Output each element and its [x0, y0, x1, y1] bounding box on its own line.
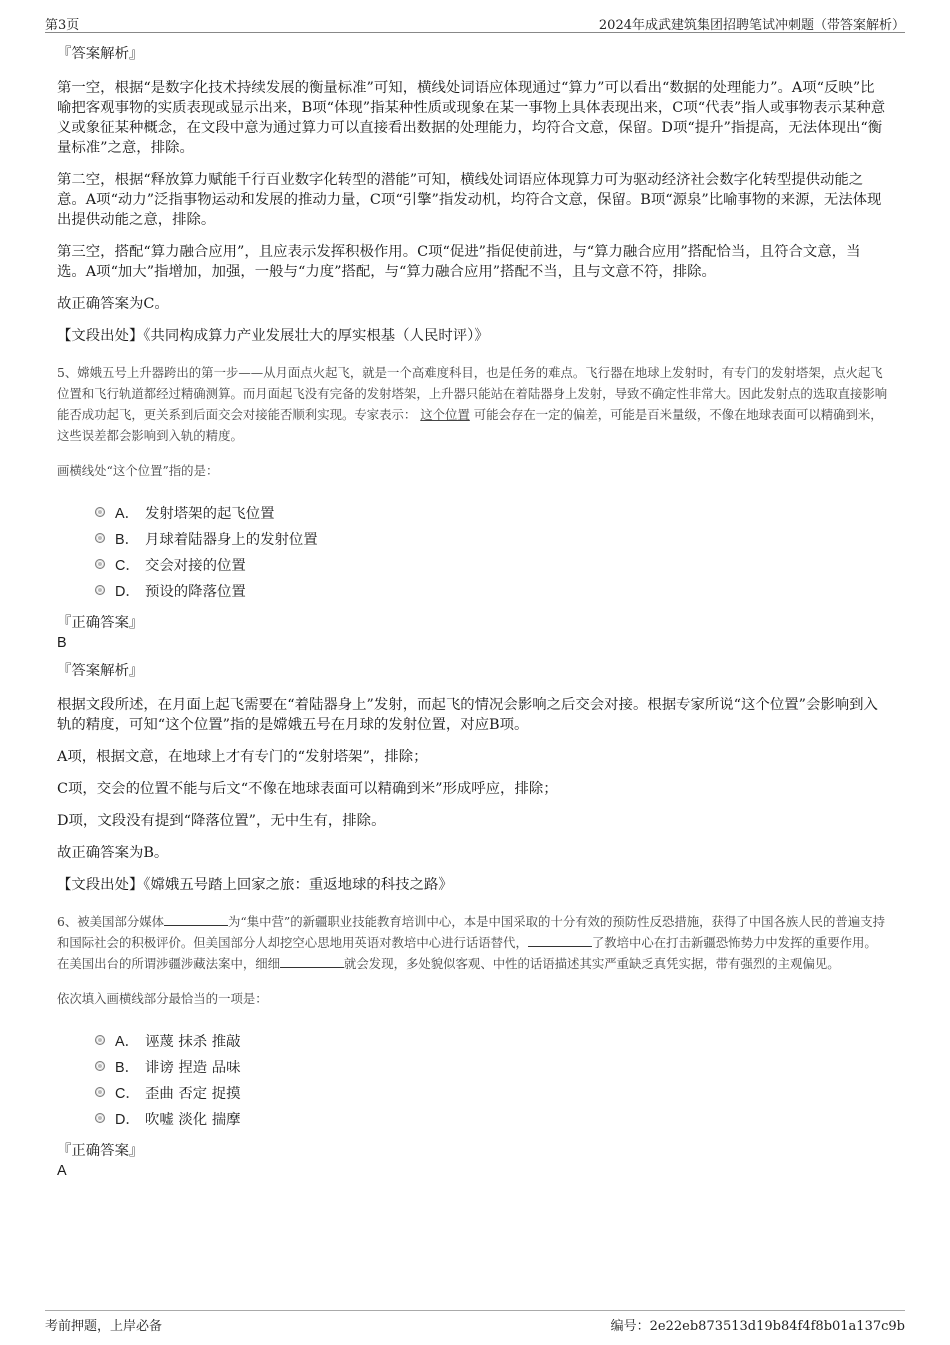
option-letter: B． [115, 531, 139, 548]
q5-option-b[interactable] [95, 525, 888, 551]
q4-analysis-paragraph: 第二空，根据“释放算力赋能千行百业数字化转型的潜能”可知，横线处词语应体现算力可为驱动经济社会数字化转型提供动能之意。A项“动力”泛指事物运动和发展的推动力量，C项“引擎”指发动机，均符合文意，保留。B项“源泉”比喻事物的来源，无法体现出提供动能之意，排除。 [57, 172, 882, 228]
q6-option-c[interactable] [95, 1079, 888, 1105]
q6-passage-part: 就会发现，多处貌似客观、中性的话语描述其实严重缺乏真凭实据，带有强烈的主观偏见。 [344, 956, 840, 971]
q5-option-a[interactable] [95, 499, 888, 525]
option-letter: D． [115, 1111, 140, 1128]
blank-line [280, 953, 344, 968]
radio-icon[interactable] [95, 507, 105, 517]
q6-option-a[interactable] [95, 1027, 888, 1053]
q5-answer-label: 『正确答案』 [57, 615, 144, 631]
blank-line [528, 932, 592, 947]
q5-source: 【文段出处】《嫦娥五号踏上回家之旅：重返地球的科技之路》 [57, 877, 453, 893]
q6-passage-part: 了教培中心在打击新疆恐怖势力中发挥的重要作用。在美国出台的所谓涉疆涉藏法案中，细细 [57, 935, 877, 971]
option-text: 吹嘘 淡化 揣摩 [145, 1111, 241, 1128]
q5-conclusion: 故正确答案为B。 [57, 845, 169, 861]
q6-option-d[interactable] [95, 1105, 888, 1131]
page-content [57, 44, 888, 1189]
radio-icon[interactable] [95, 585, 105, 595]
q4-analysis-paragraph: 第三空，搭配“算力融合应用”，且应表示发挥积极作用。C项“促进”指促使前进，与“算力融合应用”搭配恰当，且符合文意，当选。A项“加大”指增加，加强，一般与“力度”搭配，与“算力融合应用”搭配不当，且与文意不符，排除。 [57, 244, 861, 280]
page-number: 第3页 [45, 18, 80, 33]
q5-stem: 画横线处“这个位置”指的是： [57, 463, 219, 478]
q5-passage-text-after: 可能会存在一定的偏差，可能是百米量级，不像在地球表面可以精确到米，这些误差都会影响到入轨的精度。 [57, 407, 883, 443]
q6-stem: 依次填入画横线部分最恰当的一项是： [57, 991, 268, 1006]
q4-source: 【文段出处】《共同构成算力产业发展壮大的厚实根基（人民时评）》 [57, 328, 489, 344]
option-text: 诽谤 捏造 品味 [145, 1059, 241, 1076]
q5-underlined-phrase: 这个位置 [420, 407, 470, 422]
q5-option-c[interactable] [95, 551, 888, 577]
q5-passage [57, 362, 888, 446]
option-text: 诬蔑 抹杀 推敲 [145, 1033, 241, 1050]
q4-conclusion: 故正确答案为C。 [57, 296, 169, 312]
q6-options [95, 1027, 888, 1131]
footer-doc-id: 编号：2e22eb873513d19b84f4f8b01a137c9b [610, 1319, 905, 1334]
option-text: 发射塔架的起飞位置 [145, 505, 275, 522]
radio-icon[interactable] [95, 1113, 105, 1123]
page-header [45, 12, 905, 33]
radio-icon[interactable] [95, 1061, 105, 1071]
option-letter: D． [115, 583, 140, 600]
option-text: 歪曲 否定 捉摸 [145, 1085, 241, 1102]
q6-passage-part: 6、被美国部分媒体 [57, 914, 165, 929]
q5-options [95, 499, 888, 603]
radio-icon[interactable] [95, 1087, 105, 1097]
q5-analysis-paragraph: A项，根据文意，在地球上才有专门的“发射塔架”，排除； [57, 749, 428, 765]
option-letter: B． [115, 1059, 139, 1076]
radio-icon[interactable] [95, 1035, 105, 1045]
q4-analysis-paragraph: 第一空，根据“是数字化技术持续发展的衡量标准”可知，横线处词语应体现通过“算力”可以看出“数据的处理能力”。A项“反映”比喻把客观事物的实质表现或显示出来，B项“体现”指某种性质或现象在某一事物上具体表现出来，C项“代表”指人或事物表示某种意义或象征某种概念，在文段中意为通过算力可以直接看出数据的处理能力，均符合文意，保留。D项“提升”指提高，无法体现出“衡量标准”之意，排除。 [57, 80, 886, 156]
option-letter: A． [115, 505, 139, 522]
footer-slogan: 考前押题，上岸必备 [45, 1319, 163, 1334]
q6-answer-label: 『正确答案』 [57, 1143, 144, 1159]
document-title: 2024年成武建筑集团招聘笔试冲刺题（带答案解析） [598, 18, 905, 33]
radio-icon[interactable] [95, 533, 105, 543]
q6-answer: A [57, 1163, 67, 1179]
q5-analysis-label: 『答案解析』 [57, 663, 144, 679]
option-letter: C． [115, 557, 140, 574]
q5-passage-text-before: 5、嫦娥五号上升器跨出的第一步——从月面点火起飞，就是一个高难度科目，也是任务的难点。飞行器在地球上发射时，有专门的发射塔架，点火起飞位置和飞行轨道都经过精确测算。而月面起飞没有完备的发射塔架，上升器只能站在着陆器身上发射，导致不确定性非常大。因此发射点的选取直接影响能否成功起飞，更关系到后面交会对接能否顺利实现。专家表示： [57, 365, 888, 422]
radio-icon[interactable] [95, 559, 105, 569]
option-letter: A． [115, 1033, 139, 1050]
q5-answer: B [57, 635, 67, 651]
q6-option-b[interactable] [95, 1053, 888, 1079]
q5-analysis-paragraph: 根据文段所述，在月面上起飞需要在“着陆器身上”发射，而起飞的情况会影响之后交会对接。根据专家所说“这个位置”会影响到入轨的精度，可知“这个位置”指的是嫦娥五号在月球的发射位置，对应B项。 [57, 697, 878, 733]
option-text: 月球着陆器身上的发射位置 [145, 531, 318, 548]
q6-passage [57, 911, 888, 974]
option-text: 交会对接的位置 [145, 557, 246, 574]
q4-analysis-label: 『答案解析』 [57, 46, 144, 62]
blank-line [164, 911, 228, 926]
q5-analysis-paragraph: D项，文段没有提到“降落位置”，无中生有，排除。 [57, 813, 386, 829]
page-footer [45, 1310, 905, 1335]
option-text: 预设的降落位置 [145, 583, 246, 600]
q5-option-d[interactable] [95, 577, 888, 603]
q5-analysis-paragraph: C项，交会的位置不能与后文“不像在地球表面可以精确到米”形成呼应，排除； [57, 781, 558, 797]
option-letter: C． [115, 1085, 140, 1102]
q6-passage-part: 为“集中营”的新疆职业技能教育培训中心，本是中国采取的十分有效的预防性反恐措施，获得了中国各族人民的普遍支持和国际社会的积极评价。但美国部分人却挖空心思地用英语对教培中心进行话语替代， [57, 914, 885, 950]
